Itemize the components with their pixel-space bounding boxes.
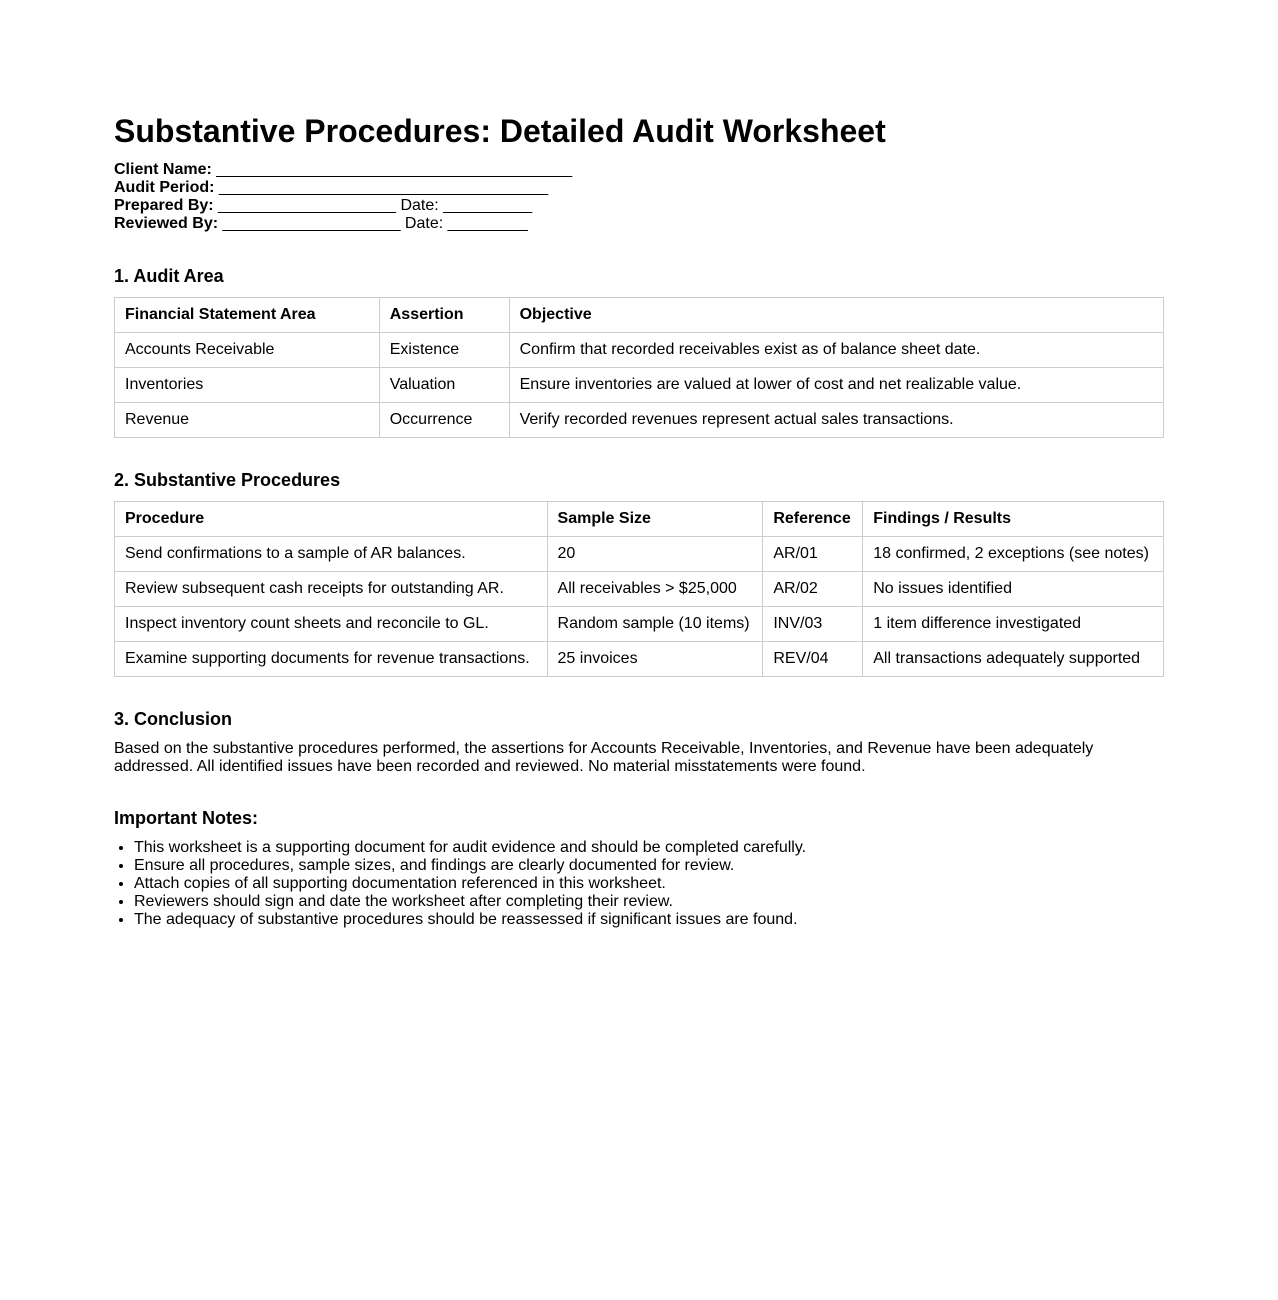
column-header: Reference <box>763 502 863 537</box>
reviewed-date-label: Date: <box>404 215 444 232</box>
table-cell: INV/03 <box>763 607 863 642</box>
notes-list <box>114 839 806 929</box>
table-row <box>115 572 1164 607</box>
table-cell: All receivables > $25,000 <box>547 572 763 607</box>
section-procedures-heading: 2. Substantive Procedures <box>114 470 341 490</box>
table-cell: Inventories <box>115 368 380 403</box>
table-cell: AR/02 <box>763 572 863 607</box>
prepared-date-field[interactable]: __________ <box>443 197 533 214</box>
table-cell: Examine supporting documents for revenue transactions. <box>115 642 548 677</box>
client-name-field[interactable]: ________________________________________ <box>216 161 573 178</box>
table-header-row <box>115 298 1164 333</box>
table-cell: Valuation <box>379 368 509 403</box>
table-cell: All transactions adequately supported <box>863 642 1164 677</box>
table-cell: Revenue <box>115 403 380 438</box>
table-cell: No issues identified <box>863 572 1164 607</box>
reviewed-by-field[interactable]: ____________________ <box>222 215 401 232</box>
table-cell: 1 item difference investigated <box>863 607 1164 642</box>
list-item: • This worksheet is a supporting document for audit evidence and should be completed carefully. <box>134 839 806 857</box>
table-cell: Accounts Receivable <box>115 333 380 368</box>
notes-heading: Important Notes: <box>114 808 258 828</box>
audit-area-table <box>114 297 1164 438</box>
table-cell: Occurrence <box>379 403 509 438</box>
column-header: Procedure <box>115 502 548 537</box>
prepared-date-label: Date: <box>400 197 439 214</box>
table-row <box>115 537 1164 572</box>
table-cell: Review subsequent cash receipts for outstanding AR. <box>115 572 548 607</box>
reviewed-by-label: Reviewed By: <box>114 215 219 232</box>
table-cell: Confirm that recorded receivables exist as of balance sheet date. <box>509 333 1163 368</box>
table-cell: Random sample (10 items) <box>547 607 763 642</box>
audit-period-field[interactable]: _____________________________________ <box>218 179 549 196</box>
table-cell: 25 invoices <box>547 642 763 677</box>
table-row <box>115 607 1164 642</box>
table-cell: 20 <box>547 537 763 572</box>
header-fields <box>114 161 572 233</box>
column-header: Financial Statement Area <box>115 298 380 333</box>
section-conclusion-heading: 3. Conclusion <box>114 709 233 729</box>
procedures-table <box>114 501 1164 677</box>
table-cell: Send confirmations to a sample of AR balances. <box>115 537 548 572</box>
column-header: Assertion <box>379 298 509 333</box>
audit-period-label: Audit Period: <box>114 179 215 196</box>
table-header-row <box>115 502 1164 537</box>
prepared-by-line <box>114 197 572 215</box>
table-cell: Inspect inventory count sheets and reconcile to GL. <box>115 607 548 642</box>
list-item: • Ensure all procedures, sample sizes, and findings are clearly documented for review. <box>134 857 806 875</box>
column-header: Objective <box>509 298 1163 333</box>
conclusion-text: Based on the substantive procedures performed, the assertions for Accounts Receivable, Inventories, and Revenue have been adequately addressed. All identified issues have been recorded and reviewed. No material misstatements were found. <box>114 740 1094 775</box>
table-row <box>115 368 1164 403</box>
reviewed-date-field[interactable]: _________ <box>447 215 528 232</box>
audit-period-line <box>114 179 572 197</box>
section-audit-area-heading: 1. Audit Area <box>114 266 224 286</box>
table-cell: AR/01 <box>763 537 863 572</box>
reviewed-by-line <box>114 215 572 233</box>
table-row <box>115 333 1164 368</box>
list-item: • Attach copies of all supporting documentation referenced in this worksheet. <box>134 875 806 893</box>
table-row <box>115 642 1164 677</box>
page-title: Substantive Procedures: Detailed Audit Worksheet <box>114 113 886 149</box>
prepared-by-label: Prepared By: <box>114 197 214 214</box>
table-row <box>115 403 1164 438</box>
table-cell: Ensure inventories are valued at lower of cost and net realizable value. <box>509 368 1163 403</box>
client-name-line <box>114 161 572 179</box>
column-header: Findings / Results <box>863 502 1164 537</box>
table-cell: Verify recorded revenues represent actual sales transactions. <box>509 403 1163 438</box>
list-item: • The adequacy of substantive procedures should be reassessed if significant issues are found. <box>134 911 806 929</box>
table-cell: Existence <box>379 333 509 368</box>
table-cell: REV/04 <box>763 642 863 677</box>
client-name-label: Client Name: <box>114 161 212 178</box>
list-item: • Reviewers should sign and date the worksheet after completing their review. <box>134 893 806 911</box>
prepared-by-field[interactable]: ____________________ <box>218 197 397 214</box>
column-header: Sample Size <box>547 502 763 537</box>
table-cell: 18 confirmed, 2 exceptions (see notes) <box>863 537 1164 572</box>
